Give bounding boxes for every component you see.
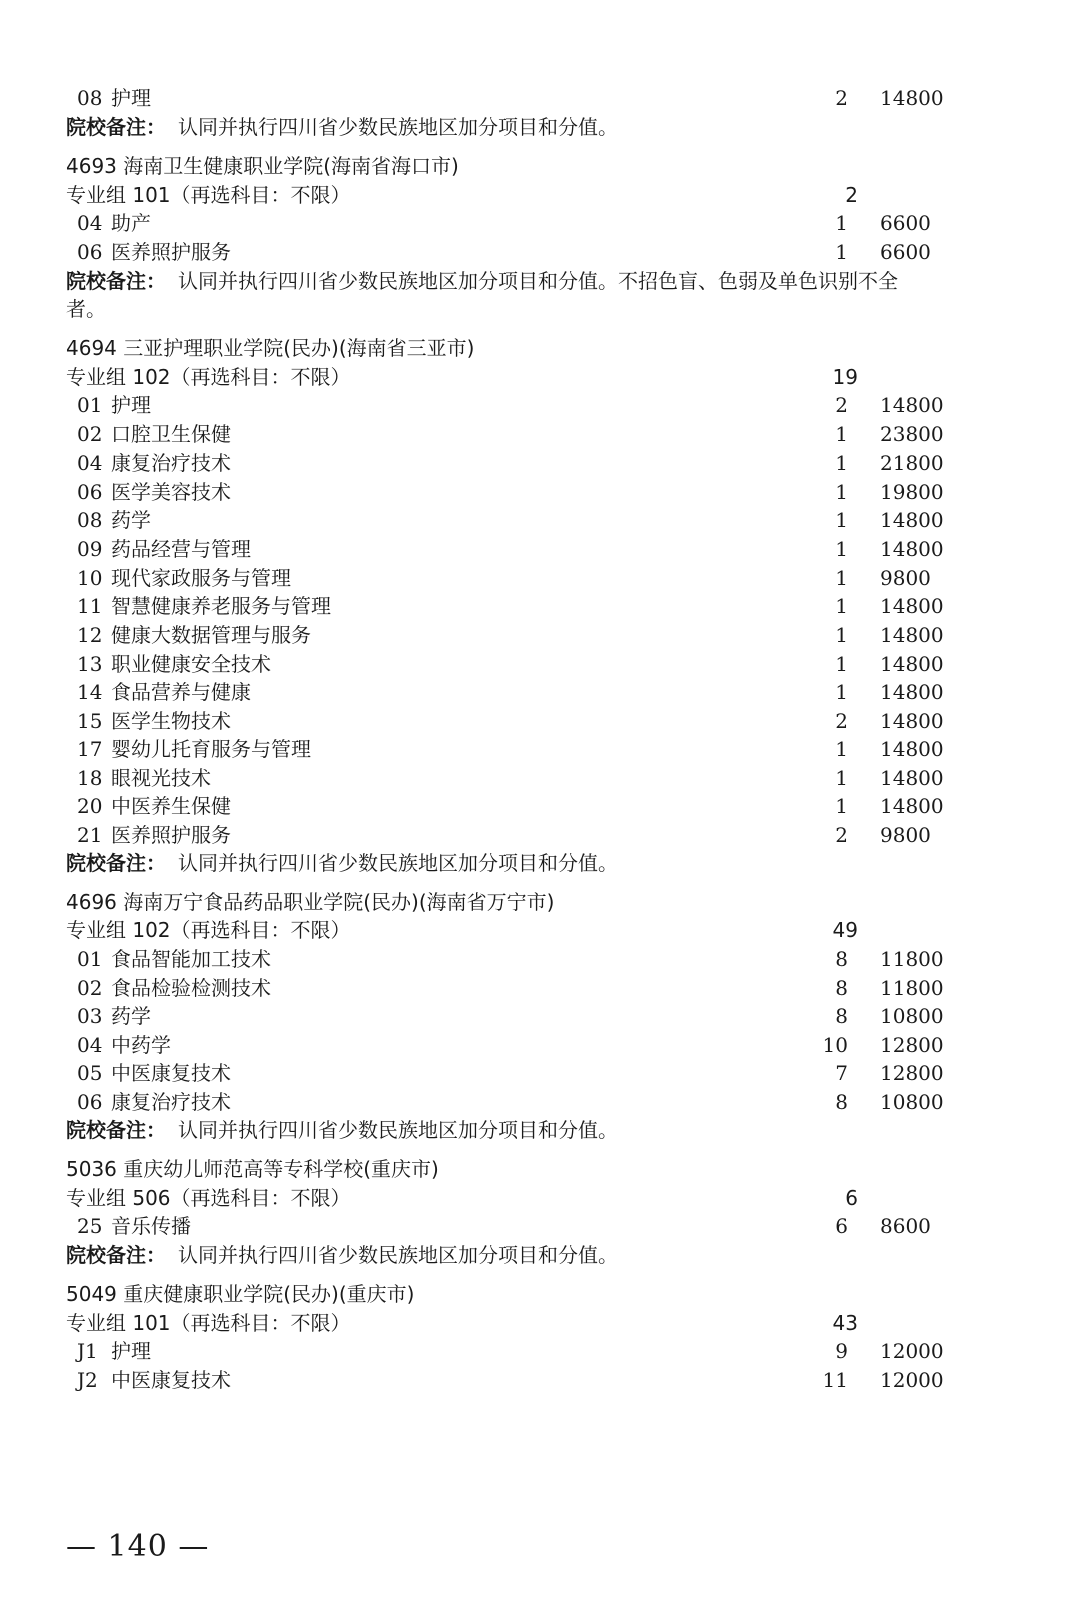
major-name: 眼视光技术 xyxy=(111,766,211,790)
major-count: 2 xyxy=(835,709,848,733)
list-item xyxy=(0,1059,1080,1088)
major-count: 2 xyxy=(835,823,848,847)
major-count: 1 xyxy=(835,766,848,790)
major-name: 护理 xyxy=(111,393,151,417)
major-name: 婴幼儿托育服务与管理 xyxy=(111,737,311,761)
major-count: 1 xyxy=(835,211,848,235)
major-group xyxy=(0,1184,1080,1213)
note-text: 认同并执行四川省少数民族地区加分项目和分值。 xyxy=(178,851,618,875)
major-code: 03 xyxy=(77,1004,103,1028)
note-text: 认同并执行四川省少数民族地区加分项目和分值。不招色盲、色弱及单色识别不全 xyxy=(178,269,898,293)
major-count: 8 xyxy=(835,947,848,971)
list-item xyxy=(0,764,1080,793)
group-count: 2 xyxy=(845,183,858,207)
major-fee: 12800 xyxy=(880,1033,944,1057)
note-text: 认同并执行四川省少数民族地区加分项目和分值。 xyxy=(178,115,618,139)
major-count: 1 xyxy=(835,623,848,647)
major-fee: 10800 xyxy=(880,1090,944,1114)
major-fee: 6600 xyxy=(880,211,931,235)
note-text: 认同并执行四川省少数民族地区加分项目和分值。 xyxy=(178,1118,618,1142)
note-text: 认同并执行四川省少数民族地区加分项目和分值。 xyxy=(178,1243,618,1267)
major-fee: 14800 xyxy=(880,508,944,532)
major-name: 医养照护服务 xyxy=(111,823,231,847)
major-group xyxy=(0,363,1080,392)
major-name: 中医养生保健 xyxy=(111,794,231,818)
list-item xyxy=(0,650,1080,679)
major-fee: 14800 xyxy=(880,393,944,417)
school-note xyxy=(0,113,1080,142)
note-label: 院校备注： xyxy=(66,851,166,875)
major-count: 1 xyxy=(835,240,848,264)
major-code: 04 xyxy=(77,211,103,235)
school-note xyxy=(0,1241,1080,1270)
major-name: 健康大数据管理与服务 xyxy=(111,623,311,647)
school-title: 5049 重庆健康职业学院(民办)(重庆市) xyxy=(66,1282,415,1306)
note-label: 院校备注： xyxy=(66,1118,166,1142)
major-name: 中药学 xyxy=(111,1033,171,1057)
major-code: 02 xyxy=(77,976,103,1000)
major-code: 01 xyxy=(77,947,103,971)
major-count: 10 xyxy=(822,1033,848,1057)
major-name: 医学生物技术 xyxy=(111,709,231,733)
major-count: 1 xyxy=(835,737,848,761)
major-count: 11 xyxy=(822,1368,848,1392)
major-count: 1 xyxy=(835,794,848,818)
major-name: 康复治疗技术 xyxy=(111,451,231,475)
list-item xyxy=(0,1212,1080,1241)
major-fee: 14800 xyxy=(880,709,944,733)
major-fee: 11800 xyxy=(880,947,944,971)
major-fee: 14800 xyxy=(880,680,944,704)
major-fee: 8600 xyxy=(880,1214,931,1238)
major-count: 1 xyxy=(835,566,848,590)
major-code: 11 xyxy=(77,594,103,618)
major-fee: 9800 xyxy=(880,823,931,847)
major-fee: 12000 xyxy=(880,1368,944,1392)
major-name: 职业健康安全技术 xyxy=(111,652,271,676)
group-count: 19 xyxy=(832,365,858,389)
major-count: 2 xyxy=(835,86,848,110)
list-item xyxy=(0,420,1080,449)
group-count: 6 xyxy=(845,1186,858,1210)
major-name: 现代家政服务与管理 xyxy=(111,566,291,590)
major-code: 05 xyxy=(77,1061,103,1085)
major-name: 食品智能加工技术 xyxy=(111,947,271,971)
major-fee: 21800 xyxy=(880,451,944,475)
major-name: 中医康复技术 xyxy=(111,1061,231,1085)
major-code: 21 xyxy=(77,823,103,847)
major-count: 8 xyxy=(835,1004,848,1028)
major-code: 06 xyxy=(77,1090,103,1114)
major-code: 14 xyxy=(77,680,103,704)
page-number: — 140 — xyxy=(66,1529,210,1564)
list-item xyxy=(0,735,1080,764)
major-count: 9 xyxy=(835,1339,848,1363)
list-item xyxy=(0,1031,1080,1060)
major-fee: 14800 xyxy=(880,623,944,647)
major-fee: 23800 xyxy=(880,422,944,446)
major-count: 7 xyxy=(835,1061,848,1085)
major-code: J2 xyxy=(77,1368,98,1392)
list-item xyxy=(0,478,1080,507)
major-count: 6 xyxy=(835,1214,848,1238)
major-name: 音乐传播 xyxy=(111,1214,191,1238)
major-code: 13 xyxy=(77,652,103,676)
list-item xyxy=(0,707,1080,736)
major-count: 8 xyxy=(835,1090,848,1114)
list-item xyxy=(0,1366,1080,1395)
major-name: 助产 xyxy=(111,211,151,235)
school-title: 4693 海南卫生健康职业学院(海南省海口市) xyxy=(66,154,459,178)
major-count: 1 xyxy=(835,451,848,475)
major-name: 护理 xyxy=(111,1339,151,1363)
major-code: 08 xyxy=(77,508,103,532)
list-item xyxy=(0,84,1080,113)
major-name: 药学 xyxy=(111,1004,151,1028)
major-fee: 11800 xyxy=(880,976,944,1000)
school-note-continued xyxy=(0,295,1080,324)
major-name: 药品经营与管理 xyxy=(111,537,251,561)
major-count: 1 xyxy=(835,537,848,561)
major-fee: 14800 xyxy=(880,652,944,676)
major-code: 01 xyxy=(77,393,103,417)
school-title: 4696 海南万宁食品药品职业学院(民办)(海南省万宁市) xyxy=(66,890,555,914)
note-text: 者。 xyxy=(66,297,106,321)
school-note xyxy=(0,849,1080,878)
major-code: 15 xyxy=(77,709,103,733)
major-code: 20 xyxy=(77,794,103,818)
major-code: 02 xyxy=(77,422,103,446)
major-count: 8 xyxy=(835,976,848,1000)
major-count: 1 xyxy=(835,652,848,676)
list-item xyxy=(0,391,1080,420)
list-item xyxy=(0,792,1080,821)
major-code: 17 xyxy=(77,737,103,761)
school-note xyxy=(0,267,1080,296)
list-item xyxy=(0,564,1080,593)
major-code: 06 xyxy=(77,240,103,264)
note-label: 院校备注： xyxy=(66,115,166,139)
major-fee: 14800 xyxy=(880,594,944,618)
major-name: 医学美容技术 xyxy=(111,480,231,504)
major-fee: 10800 xyxy=(880,1004,944,1028)
major-count: 1 xyxy=(835,480,848,504)
major-code: J1 xyxy=(77,1339,98,1363)
major-fee: 14800 xyxy=(880,737,944,761)
major-name: 中医康复技术 xyxy=(111,1368,231,1392)
major-count: 1 xyxy=(835,422,848,446)
list-item xyxy=(0,592,1080,621)
group-label: 专业组 101（再选科目：不限） xyxy=(66,1311,351,1335)
major-fee: 9800 xyxy=(880,566,931,590)
major-code: 25 xyxy=(77,1214,103,1238)
list-item xyxy=(0,535,1080,564)
group-label: 专业组 102（再选科目：不限） xyxy=(66,365,351,389)
major-name: 智慧健康养老服务与管理 xyxy=(111,594,331,618)
major-count: 1 xyxy=(835,594,848,618)
list-item xyxy=(0,1337,1080,1366)
major-name: 食品营养与健康 xyxy=(111,680,251,704)
note-label: 院校备注： xyxy=(66,269,166,293)
list-item xyxy=(0,1002,1080,1031)
major-code: 08 xyxy=(77,86,103,110)
list-item xyxy=(0,506,1080,535)
major-fee: 14800 xyxy=(880,766,944,790)
major-code: 12 xyxy=(77,623,103,647)
major-code: 10 xyxy=(77,566,103,590)
group-label: 专业组 101（再选科目：不限） xyxy=(66,183,351,207)
major-fee: 6600 xyxy=(880,240,931,264)
list-item xyxy=(0,974,1080,1003)
major-name: 药学 xyxy=(111,508,151,532)
major-group xyxy=(0,916,1080,945)
group-count: 43 xyxy=(832,1311,858,1335)
major-fee: 19800 xyxy=(880,480,944,504)
group-count: 49 xyxy=(832,918,858,942)
note-label: 院校备注： xyxy=(66,1243,166,1267)
major-name: 护理 xyxy=(111,86,151,110)
major-fee: 12000 xyxy=(880,1339,944,1363)
major-fee: 14800 xyxy=(880,794,944,818)
group-label: 专业组 506（再选科目：不限） xyxy=(66,1186,351,1210)
major-code: 09 xyxy=(77,537,103,561)
major-count: 1 xyxy=(835,508,848,532)
major-name: 医养照护服务 xyxy=(111,240,231,264)
major-count: 2 xyxy=(835,393,848,417)
list-item xyxy=(0,209,1080,238)
school-title: 5036 重庆幼儿师范高等专科学校(重庆市) xyxy=(66,1157,439,1181)
list-item xyxy=(0,621,1080,650)
major-code: 18 xyxy=(77,766,103,790)
list-item xyxy=(0,821,1080,850)
major-name: 食品检验检测技术 xyxy=(111,976,271,1000)
list-item xyxy=(0,945,1080,974)
major-fee: 14800 xyxy=(880,86,944,110)
list-item xyxy=(0,238,1080,267)
list-item xyxy=(0,1088,1080,1117)
major-name: 口腔卫生保健 xyxy=(111,422,231,446)
major-group xyxy=(0,181,1080,210)
major-code: 04 xyxy=(77,1033,103,1057)
list-item xyxy=(0,678,1080,707)
major-group xyxy=(0,1309,1080,1338)
major-name: 康复治疗技术 xyxy=(111,1090,231,1114)
major-code: 04 xyxy=(77,451,103,475)
group-label: 专业组 102（再选科目：不限） xyxy=(66,918,351,942)
major-count: 1 xyxy=(835,680,848,704)
school-title: 4694 三亚护理职业学院(民办)(海南省三亚市) xyxy=(66,336,475,360)
major-code: 06 xyxy=(77,480,103,504)
school-note xyxy=(0,1116,1080,1145)
major-fee: 14800 xyxy=(880,537,944,561)
list-item xyxy=(0,449,1080,478)
major-fee: 12800 xyxy=(880,1061,944,1085)
